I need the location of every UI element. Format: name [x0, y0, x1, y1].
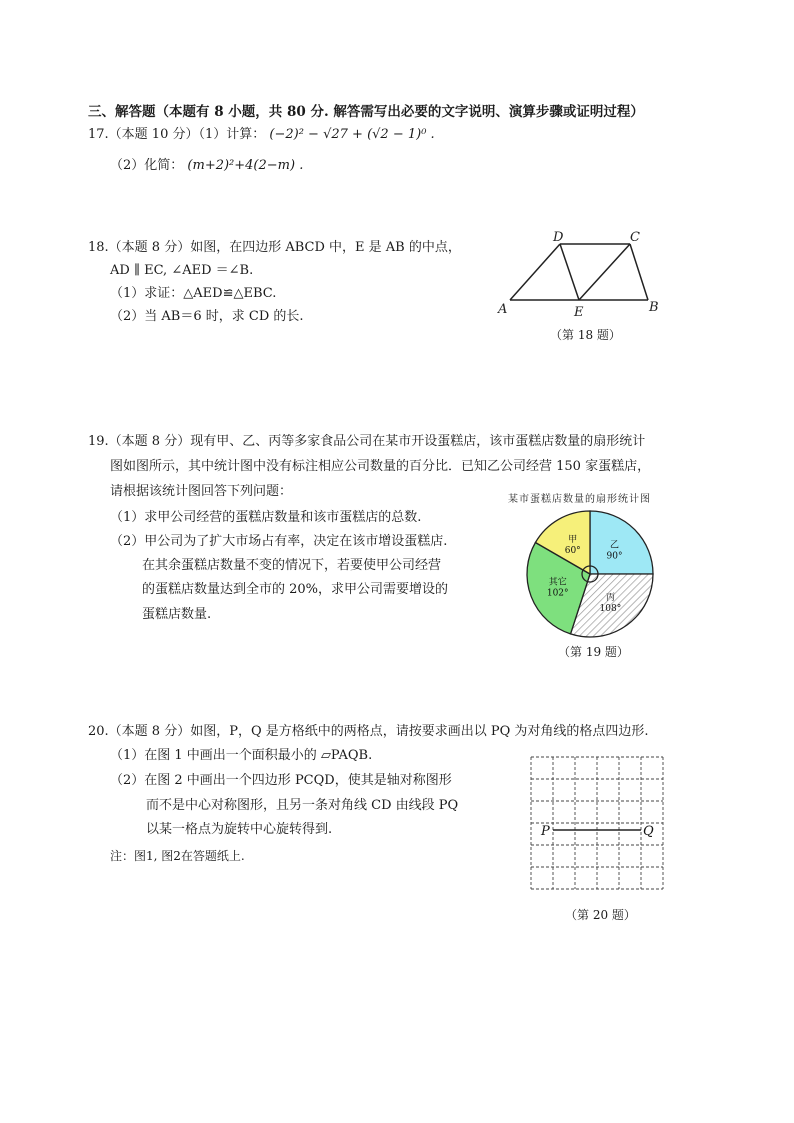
pie-chart	[520, 504, 660, 644]
q20-caption: （第 20 题）	[565, 908, 636, 922]
q19-line-4: （1）求甲公司经营的蛋糕店数量和该市蛋糕店的总数.	[110, 510, 422, 525]
q18-line-1: 18.（本题 8 分）如图，在四边形 ABCD 中，E 是 AB 的中点，	[88, 240, 461, 255]
q19-line-3: 请根据该统计图回答下列问题：	[110, 484, 293, 499]
label-c: C	[630, 230, 640, 245]
q17-part2-prefix: （2）化简：	[110, 158, 184, 173]
q19-caption: （第 19 题）	[558, 645, 629, 659]
segment-cb	[630, 244, 648, 300]
label-a: A	[498, 302, 508, 317]
q19-line-5: （2）甲公司为了扩大市场占有率，决定在该市增设蛋糕店.	[110, 534, 448, 549]
q18-caption: （第 18 题）	[550, 328, 621, 342]
pie-slice-angle-1: 108°	[599, 604, 622, 614]
q17-header-text: 17.（本题 10 分）（1）计算：	[88, 127, 266, 142]
q19-line-2: 图如图所示，其中统计图中没有标注相应公司数量的百分比．已知乙公司经营 150 家蛋糕店，	[110, 459, 651, 474]
pie-slice-name-0: 乙	[609, 540, 620, 551]
label-e: E	[574, 305, 584, 320]
segment-ad	[510, 244, 560, 300]
q18-line-4: （2）当 AB＝6 时，求 CD 的长.	[110, 309, 304, 324]
q19-line-7: 的蛋糕店数量达到全市的 20%，求甲公司需要增设的	[142, 582, 449, 597]
q17-part-2	[110, 156, 303, 176]
pie-slice-angle-2: 102°	[546, 588, 569, 599]
pie-slice-name-2: 其它	[548, 577, 567, 588]
grid-lines	[531, 757, 663, 889]
q20-line-2: （1）在图 1 中画出一个面积最小的 ▱PAQB.	[110, 748, 373, 763]
label-d: D	[553, 230, 564, 245]
pie-slice-name-3: 甲	[568, 535, 578, 545]
q20-line-3: （2）在图 2 中画出一个四边形 PCQD，使其是轴对称图形	[110, 773, 452, 788]
segment-ec	[579, 244, 630, 300]
label-b: B	[649, 300, 659, 315]
pie-slice-0	[590, 511, 653, 574]
q19-line-1: 19.（本题 8 分）现有甲、乙、丙等多家食品公司在某市开设蛋糕店，该市蛋糕店数量的扇形统计	[88, 434, 646, 449]
q17-expression-1: (−2)² − √27 + (√2 − 1)⁰ .	[269, 127, 435, 142]
pie-slice-name-1: 丙	[605, 593, 615, 603]
q17-header	[88, 125, 435, 145]
pie-slice-angle-0: 90°	[606, 551, 623, 562]
pie-chart-title: 某市蛋糕店数量的扇形统计图	[508, 494, 651, 505]
q18-line-2: AD ∥ EC, ∠AED ＝∠B.	[110, 263, 254, 278]
q20-note: 注：图1, 图2在答题纸上.	[110, 849, 245, 863]
q19-line-6: 在其余蛋糕店数量不变的情况下，若要使甲公司经营	[142, 558, 442, 573]
q20-line-4: 而不是中心对称图形，且另一条对角线 CD 由线段 PQ	[146, 798, 459, 813]
pie-slice-angle-3: 60°	[564, 546, 581, 556]
q19-line-8: 蛋糕店数量.	[142, 607, 212, 622]
label-p: P	[541, 824, 550, 839]
label-q: Q	[643, 824, 654, 839]
q17-expression-2: (m+2)²+4(2−m) .	[187, 158, 304, 173]
grid-figure	[526, 752, 676, 898]
pie-slices	[527, 511, 653, 637]
q20-line-1: 20.（本题 8 分）如图，P，Q 是方格纸中的两格点，请按要求画出以 PQ 为对角线的格点四边形.	[88, 724, 649, 739]
q18-line-3: （1）求证：△AED≌△EBC.	[110, 286, 277, 301]
q18-figure	[496, 228, 666, 320]
section-heading: 三、解答题（本题有 8 小题，共 80 分. 解答需写出必要的文字说明、演算步骤或证明过程）	[88, 104, 644, 120]
q20-line-5: 以某一格点为旋转中心旋转得到.	[146, 822, 333, 837]
segment-de	[560, 244, 579, 300]
